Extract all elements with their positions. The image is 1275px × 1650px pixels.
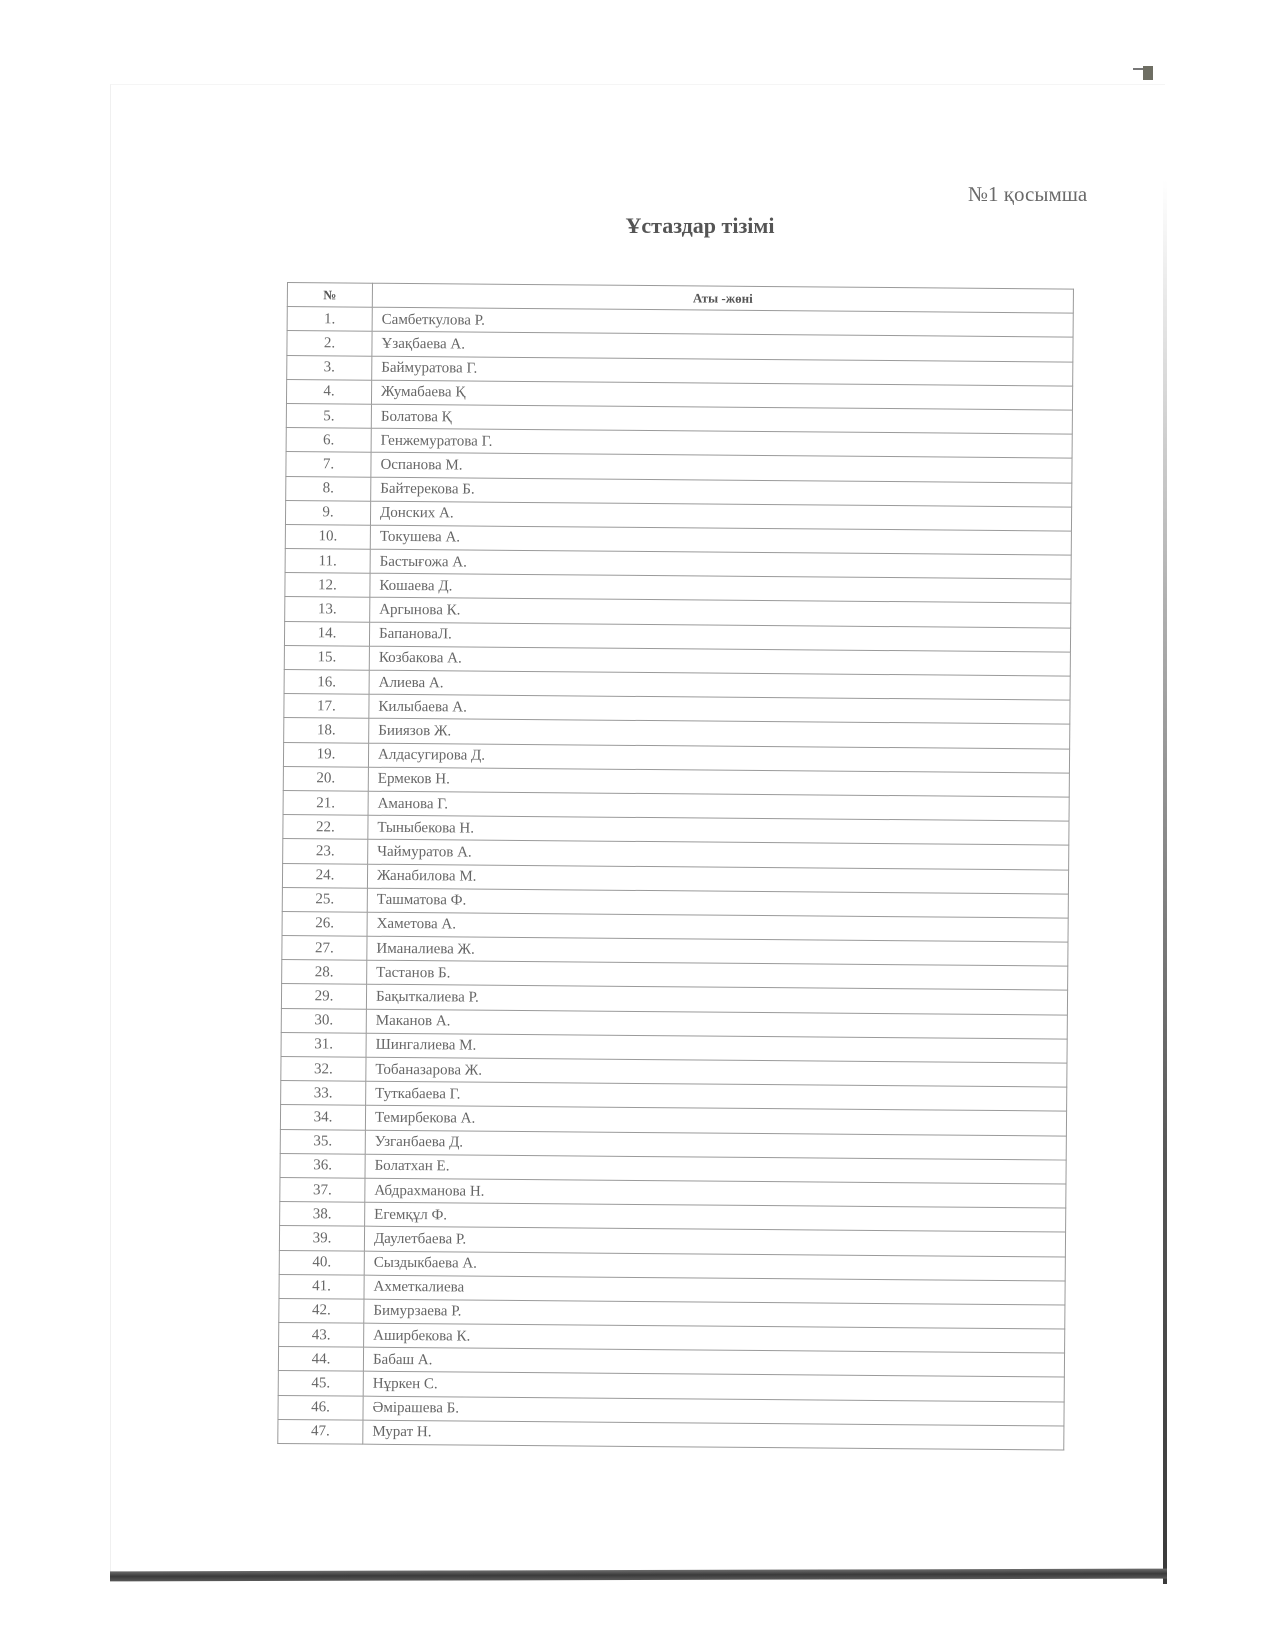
row-number: 7. [286,452,371,477]
teacher-name: Самбеткулова Р. [372,307,1073,337]
teacher-name: Байтерекова Б. [371,477,1072,507]
header-number: № [287,283,372,308]
row-number: 4. [286,379,371,404]
row-number: 47. [278,1419,363,1444]
row-number: 38. [280,1202,365,1227]
teacher-name: Мурат Н. [363,1420,1064,1450]
row-number: 5. [286,403,371,428]
annex-label: №1 қосымша [968,182,1088,206]
row-number: 30. [281,1008,366,1033]
row-number: 41. [279,1274,364,1299]
row-number: 45. [278,1371,363,1396]
document-title: Ұстаздар тізімі [625,213,775,238]
teacher-name: Аргынова К. [370,598,1071,628]
staple-mark [1143,66,1153,80]
row-number: 19. [283,742,368,767]
row-number: 23. [283,839,368,864]
row-number: 2. [287,331,372,356]
teacher-name: Шингалиева М. [366,1033,1067,1063]
teacher-name: Чаймуратов А. [368,840,1069,870]
teacher-name: Болатхан Е. [365,1154,1066,1184]
teacher-name: Узганбаева Д. [365,1130,1066,1160]
teacher-name: Әмірашева Б. [363,1396,1064,1426]
teacher-name: Туткабаева Г. [366,1081,1067,1111]
teacher-name: БапановаЛ. [369,622,1070,652]
row-number: 21. [283,790,368,815]
row-number: 35. [280,1129,365,1154]
row-number: 11. [285,549,370,574]
row-number: 33. [281,1081,366,1106]
teacher-name: Токушева А. [370,525,1071,555]
teacher-name: Бастығожа А. [370,549,1071,579]
teacher-name: Бабаш А. [363,1347,1064,1377]
paper-edge-shadow-right [1163,180,1167,1584]
row-number: 28. [282,960,367,985]
teacher-name: Нұркен С. [363,1372,1064,1402]
teacher-name: Бимурзаева Р. [364,1299,1065,1329]
row-number: 17. [284,694,369,719]
teachers-table-container [277,282,1073,1451]
row-number: 1. [287,307,372,332]
teacher-name: Жумабаева Қ [371,380,1072,410]
header-full-name: Аты -жөні [372,283,1073,313]
teacher-name: Тобаназарова Ж. [366,1057,1067,1087]
row-number: 31. [281,1032,366,1057]
teacher-name: Бақыткалиева Р. [366,985,1067,1015]
teacher-name: Алиева А. [369,670,1070,700]
row-number: 16. [284,669,369,694]
row-number: 36. [280,1153,365,1178]
teacher-name: Генжемуратова Г. [371,428,1072,458]
row-number: 18. [284,718,369,743]
teacher-name: Козбакова А. [369,646,1070,676]
teacher-name: Егемқұл Ф. [365,1202,1066,1232]
teacher-name: Хаметова А. [367,912,1068,942]
row-number: 40. [279,1250,364,1275]
teacher-name: Аширбекова К. [364,1323,1065,1353]
row-number: 39. [279,1226,364,1251]
paper-edge-shadow-bottom [110,1569,1167,1582]
row-number: 24. [282,863,367,888]
row-number: 14. [284,621,369,646]
row-number: 6. [286,428,371,453]
teacher-name: Жанабилова М. [367,864,1068,894]
row-number: 46. [278,1395,363,1420]
row-number: 15. [284,645,369,670]
row-number: 34. [280,1105,365,1130]
teacher-name: Ахметкалиева [364,1275,1065,1305]
teacher-name: Килыбаева А. [369,694,1070,724]
teacher-name: Абдрахманова Н. [365,1178,1066,1208]
teacher-name: Ташматова Ф. [367,888,1068,918]
teacher-name: Сыздыкбаева А. [364,1251,1065,1281]
teacher-name: Тастанов Б. [367,960,1068,990]
teacher-name: Ермеков Н. [368,767,1069,797]
teacher-name: Ұзақбаева А. [372,332,1073,362]
row-number: 27. [282,936,367,961]
table-body [278,307,1073,1450]
row-number: 32. [281,1056,366,1081]
row-number: 13. [285,597,370,622]
row-number: 29. [281,984,366,1009]
teacher-name: Маканов А. [366,1009,1067,1039]
teacher-name: Донских А. [370,501,1071,531]
row-number: 26. [282,911,367,936]
teacher-name: Темирбекова А. [365,1106,1066,1136]
row-number: 8. [286,476,371,501]
teacher-name: Баймуратова Г. [372,356,1073,386]
row-number: 25. [282,887,367,912]
teacher-name: Кошаева Д. [370,573,1071,603]
row-number: 43. [279,1323,364,1348]
row-number: 37. [280,1177,365,1202]
row-number: 10. [285,524,370,549]
row-number: 9. [285,500,370,525]
teacher-name: Тыныбекова Н. [368,815,1069,845]
teacher-name: Бииязов Ж. [369,719,1070,749]
teacher-name: Болатова Қ [371,404,1072,434]
row-number: 12. [285,573,370,598]
row-number: 20. [283,766,368,791]
teacher-name: Даулетбаева Р. [364,1226,1065,1256]
row-number: 22. [283,815,368,840]
row-number: 3. [287,355,372,380]
teacher-name: Оспанова М. [371,453,1072,483]
teachers-table [277,282,1074,1451]
teacher-name: Алдасугирова Д. [368,743,1069,773]
row-number: 44. [278,1347,363,1372]
row-number: 42. [279,1298,364,1323]
teacher-name: Аманова Г. [368,791,1069,821]
teacher-name: Иманалиева Ж. [367,936,1068,966]
